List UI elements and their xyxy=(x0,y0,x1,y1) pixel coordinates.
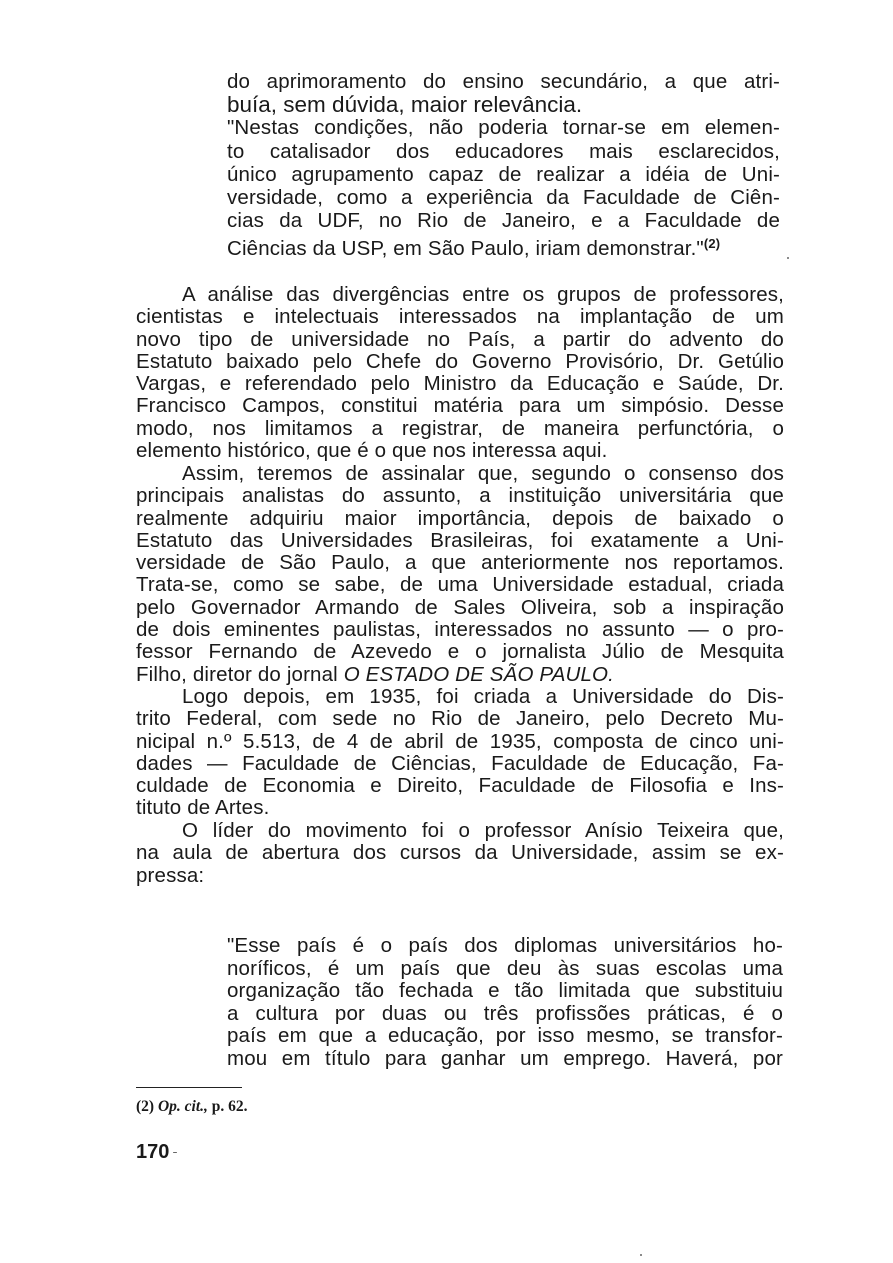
quote-line: mou em título para ganhar um emprego. Haverá, por xyxy=(227,1046,783,1070)
quote-line: to catalisador dos educadores mais esclarecidos, xyxy=(227,139,780,163)
anisio-quote xyxy=(227,934,783,1070)
footnote-page: p. 62. xyxy=(207,1098,248,1115)
paragraph-line: versidade de São Paulo, a que anteriormente nos reportamos. xyxy=(136,551,784,575)
quote-line: a cultura por duas ou três profissões práticas, é o xyxy=(227,1001,783,1025)
footnote-reference: (2) xyxy=(703,236,721,252)
paragraph-line: Filho, diretor do jornal xyxy=(136,662,344,686)
footnote-rule xyxy=(136,1087,242,1088)
scan-speck xyxy=(173,1152,177,1153)
quote-line: noríficos, é um país que deu às suas escolas uma xyxy=(227,956,783,980)
quote-line: do aprimoramento do ensino secundário, a que atri- xyxy=(227,70,780,93)
footnote-citation: Op. cit., xyxy=(157,1098,208,1115)
quote-line: "Esse país é o país dos diplomas universitários ho- xyxy=(227,934,783,957)
quote-line: país em que a educação, por isso mesmo, se transfor- xyxy=(227,1024,783,1048)
quote-line: versidade, como a experiência da Faculdade de Ciên- xyxy=(227,185,780,209)
paragraph-line-newspaper xyxy=(136,663,784,685)
paragraph-line: realmente adquiriu maior importância, depois de baixado o xyxy=(136,506,784,530)
page-number: 170 xyxy=(136,1141,170,1163)
paragraph-line: A análise das divergências entre os grupos de professores, xyxy=(182,283,784,306)
footnote-number: (2) xyxy=(136,1098,155,1115)
quote-line: único agrupamento capaz de realizar a idéia de Uni- xyxy=(227,162,780,186)
quote-line: cias da UDF, no Rio de Janeiro, e a Faculdade de xyxy=(227,209,780,233)
paragraph-line: pelo Governador Armando de Sales Oliveira, sob a inspiração xyxy=(136,595,784,619)
paragraph-line: principais analistas do assunto, a instituição universitária que xyxy=(136,484,784,508)
newspaper-title: O ESTADO DE SÃO PAULO. xyxy=(343,662,614,686)
paragraph-line: O líder do movimento foi o professor Anísio Teixeira que, xyxy=(182,819,784,842)
quote-line-with-ref xyxy=(227,232,780,261)
paragraph-line: culdade de Economia e Direito, Faculdade de Filosofia e Ins- xyxy=(136,774,784,798)
paragraph-line: trito Federal, com sede no Rio de Janeiro, pelo Decreto Mu- xyxy=(136,707,784,731)
paragraph-line: elemento histórico, que é o que nos interessa aqui. xyxy=(136,439,608,463)
paragraph-line: Estatuto das Universidades Brasileiras, foi exatamente a Uni- xyxy=(136,528,784,552)
quote-line: "Nestas condições, não poderia tornar-se em elemen- xyxy=(227,116,780,140)
paragraph-line: nicipal n.º 5.513, de 4 de abril de 1935, composta de cinco uni- xyxy=(136,729,784,753)
scan-speck xyxy=(787,257,789,259)
footnote xyxy=(136,1098,248,1116)
paragraph-line: modo, nos limitamos a registrar, de maneira perfunctória, o xyxy=(136,416,784,440)
paragraph-line: Francisco Campos, constitui matéria para um simpósio. Desse xyxy=(136,394,784,418)
paragraph-usp xyxy=(136,462,784,685)
paragraph-line: novo tipo de universidade no País, a partir do advento do xyxy=(136,327,784,351)
paragraph-line: Estatuto baixado pelo Chefe do Governo Provisório, Dr. Getúlio xyxy=(136,349,784,373)
paragraph-line: cientistas e intelectuais interessados na implantação de um xyxy=(136,305,784,329)
paragraph-line: de dois eminentes paulistas, interessados no assunto — o pro- xyxy=(136,618,784,642)
quote-line: organização tão fechada e tão limitada que substituiu xyxy=(227,979,783,1003)
paragraph-line: Trata-se, como se sabe, de uma Universidade estadual, criada xyxy=(136,573,784,597)
paragraph-line: pressa: xyxy=(136,863,205,887)
paragraph-line: tituto de Artes. xyxy=(136,796,270,820)
paragraph-line: na aula de abertura dos cursos da Universidade, assim se ex- xyxy=(136,841,784,865)
paragraph-line: dades — Faculdade de Ciências, Faculdade de Educação, Fa- xyxy=(136,751,784,775)
scan-speck xyxy=(640,1254,642,1256)
quote-line: buía, sem dúvida, maior relevância. xyxy=(227,92,583,118)
paragraph-line: fessor Fernando de Azevedo e o jornalista Júlio de Mesquita xyxy=(136,640,784,664)
paragraph-line: Vargas, e referendado pelo Ministro da Educação e Saúde, Dr. xyxy=(136,372,784,396)
opening-quote xyxy=(227,70,780,261)
paragraph-line: Logo depois, em 1935, foi criada a Universidade do Dis- xyxy=(182,685,784,708)
paragraph-analysis xyxy=(136,283,784,461)
paragraph-anisio xyxy=(136,819,784,886)
quote-line: Ciências da USP, em São Paulo, iriam demonstrar." xyxy=(227,237,704,261)
paragraph-udf xyxy=(136,685,784,819)
paragraph-line: Assim, teremos de assinalar que, segundo o consenso dos xyxy=(182,462,784,485)
